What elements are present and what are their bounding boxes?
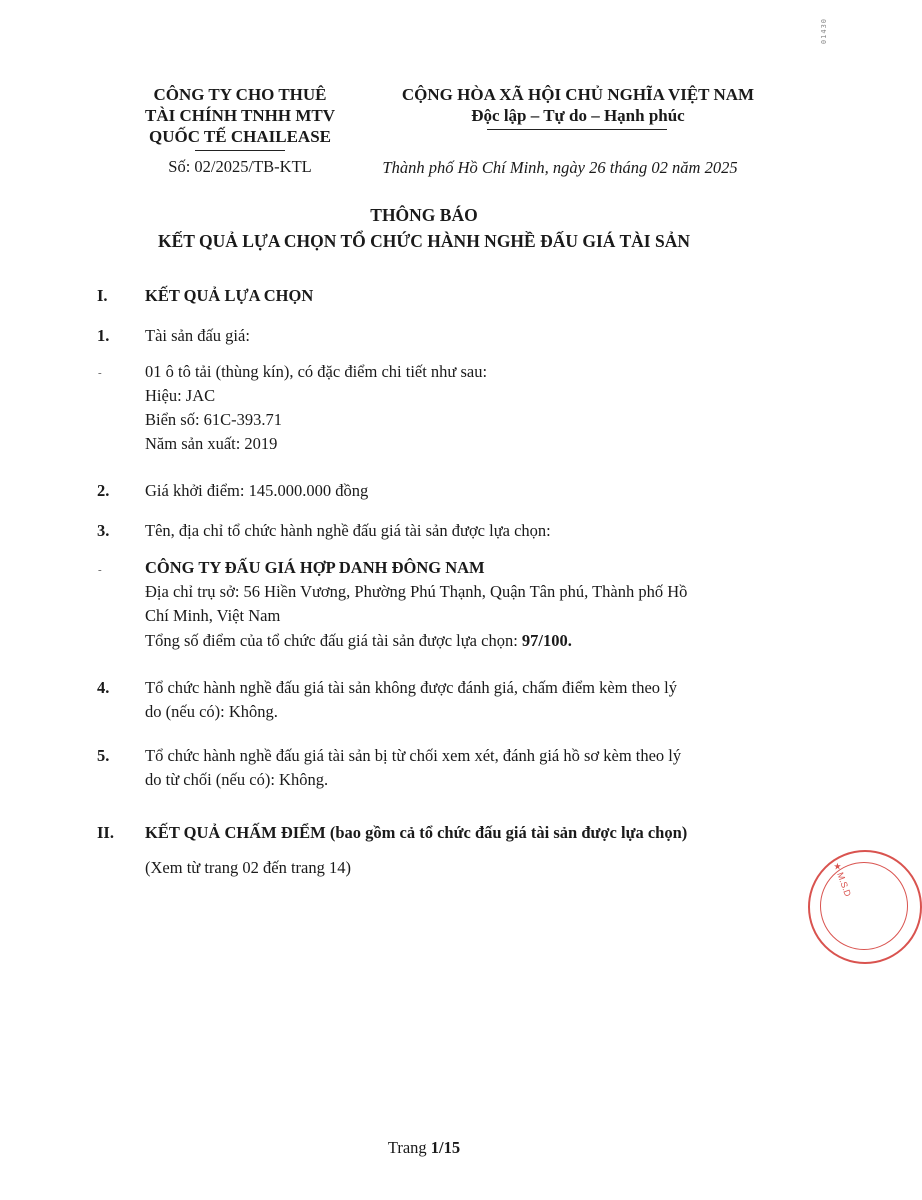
company-score bbox=[145, 629, 572, 653]
item-3-number: 3. bbox=[97, 521, 110, 540]
title-line-1: THÔNG BÁO bbox=[370, 205, 478, 225]
section-1-number: I. bbox=[97, 286, 108, 305]
item-5-number: 5. bbox=[97, 746, 110, 765]
score-value: 97/100. bbox=[521, 631, 572, 650]
company-line-2: TÀI CHÍNH TNHH MTV bbox=[144, 106, 335, 125]
asset-brand: Hiệu: JAC bbox=[145, 386, 216, 405]
page-footer bbox=[0, 1137, 848, 1159]
starting-price: Giá khởi điểm: 145.000.000 đồng bbox=[145, 481, 369, 500]
item-4-number: 4. bbox=[97, 678, 110, 697]
serial-number: 01430 bbox=[820, 18, 828, 45]
item-1-text: Tài sản đấu giá: bbox=[145, 326, 250, 345]
page-number: 1/15 bbox=[430, 1138, 461, 1157]
company-line-1: CÔNG TY CHO THUÊ bbox=[153, 85, 327, 104]
company-header bbox=[120, 84, 360, 147]
company-underline bbox=[195, 150, 285, 151]
item-5-line-2: do từ chối (nếu có): Không. bbox=[145, 770, 329, 789]
asset-description: 01 ô tô tải (thùng kín), có đặc điểm chi tiết như sau: bbox=[145, 362, 488, 381]
title-line-2: KẾT QUẢ LỰA CHỌN TỔ CHỨC HÀNH NGHỀ ĐẤU GIÁ TÀI SẢN bbox=[157, 231, 691, 251]
red-seal-stamp bbox=[808, 850, 922, 964]
document-number: Số: 02/2025/TB-KTL bbox=[168, 157, 312, 176]
item-1-dash: - bbox=[98, 367, 102, 379]
item-2-number: 2. bbox=[97, 481, 110, 500]
company-address-2: Chí Minh, Việt Nam bbox=[145, 606, 281, 625]
item-5-line-1: Tổ chức hành nghề đấu giá tài sản bị từ chối xem xét, đánh giá hồ sơ kèm theo lý bbox=[145, 746, 682, 765]
item-1-number: 1. bbox=[97, 326, 110, 345]
company-line-3: QUỐC TẾ CHAILEASE bbox=[148, 127, 331, 146]
section-1-heading: KẾT QUẢ LỰA CHỌN bbox=[145, 286, 314, 305]
company-address-1: Địa chỉ trụ sở: 56 Hiền Vương, Phường Phú Thạnh, Quận Tân phú, Thành phố Hồ bbox=[145, 582, 688, 601]
page-label: Trang bbox=[387, 1138, 431, 1157]
stamp-inner-ring bbox=[820, 862, 908, 950]
national-header bbox=[368, 84, 788, 126]
asset-plate: Biển số: 61C-393.71 bbox=[145, 410, 283, 429]
asset-year: Năm sản xuất: 2019 bbox=[145, 434, 278, 453]
national-title: CỘNG HÒA XÃ HỘI CHỦ NGHĨA VIỆT NAM bbox=[401, 85, 755, 104]
national-motto: Độc lập – Tự do – Hạnh phúc bbox=[471, 106, 685, 125]
score-label: Tổng số điểm của tổ chức đấu giá tài sản được lựa chọn: bbox=[145, 631, 522, 650]
item-3-text: Tên, địa chỉ tổ chức hành nghề đấu giá tài sản được lựa chọn: bbox=[145, 521, 551, 540]
stamp-text: ★ M.S.D bbox=[831, 860, 854, 898]
item-4-line-2: do (nếu có): Không. bbox=[145, 702, 278, 721]
section-2-note: (Xem từ trang 02 đến trang 14) bbox=[145, 858, 351, 877]
issue-date: Thành phố Hồ Chí Minh, ngày 26 tháng 02 năm 2025 bbox=[382, 158, 738, 177]
section-2-number: II. bbox=[97, 823, 114, 842]
section-2-heading: KẾT QUẢ CHẤM ĐIỂM (bao gồm cả tổ chức đấu giá tài sản được lựa chọn) bbox=[145, 823, 688, 842]
item-4-line-1: Tổ chức hành nghề đấu giá tài sản không được đánh giá, chấm điểm kèm theo lý bbox=[145, 678, 678, 697]
motto-underline bbox=[487, 129, 667, 130]
item-3-dash: - bbox=[98, 564, 102, 576]
document-title bbox=[0, 202, 848, 254]
selected-company: CÔNG TY ĐẤU GIÁ HỢP DANH ĐÔNG NAM bbox=[145, 558, 485, 577]
